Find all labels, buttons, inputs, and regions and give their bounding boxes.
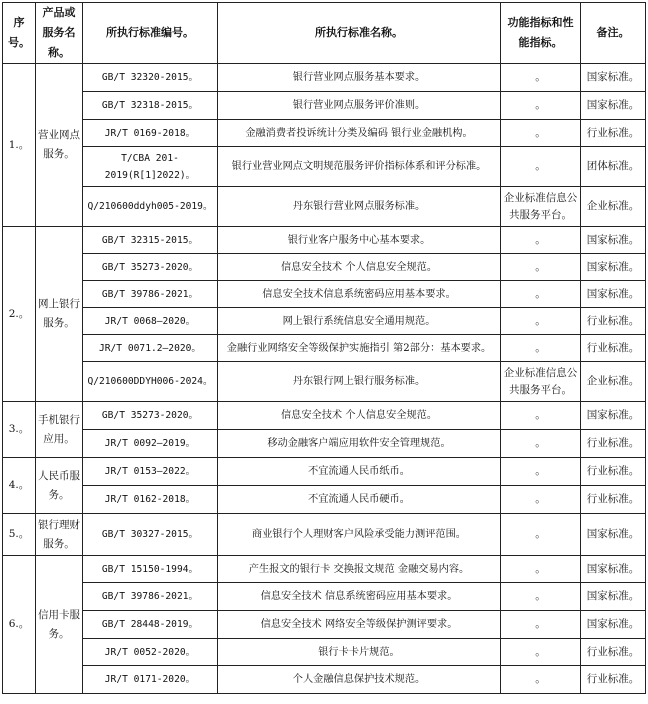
table-row [3, 430, 646, 458]
group-product: 银行理财服务。 [36, 514, 83, 556]
remark: 行业标准。 [581, 486, 646, 514]
remark: 国家标准。 [581, 556, 646, 583]
standard-code: JR/T 0071.2—2020。 [83, 335, 218, 362]
header-note: 备注。 [581, 3, 646, 64]
standard-name: 银行营业网点服务评价准则。 [218, 92, 501, 120]
function-indicator: 企业标准信息公共服务平台。 [501, 362, 581, 402]
table-row [3, 556, 646, 583]
table-row [3, 514, 646, 556]
group-seq: 3.。 [3, 402, 36, 458]
remark: 行业标准。 [581, 458, 646, 486]
standard-name: 信息安全技术信息系统密码应用基本要求。 [218, 281, 501, 308]
remark: 行业标准。 [581, 666, 646, 694]
table-row [3, 281, 646, 308]
table-row [3, 583, 646, 611]
standard-code: GB/T 30327-2015。 [83, 514, 218, 556]
standard-name: 金融行业网络安全等级保护实施指引 第2部分：基本要求。 [218, 335, 501, 362]
standard-code: GB/T 35273-2020。 [83, 402, 218, 430]
table-row [3, 611, 646, 639]
standard-code: JR/T 0052-2020。 [83, 639, 218, 666]
group-product: 信用卡服务。 [36, 556, 83, 694]
function-indicator: 。 [501, 583, 581, 611]
standard-name: 个人金融信息保护技术规范。 [218, 666, 501, 694]
standard-code: GB/T 28448-2019。 [83, 611, 218, 639]
standard-name: 网上银行系统信息安全通用规范。 [218, 308, 501, 335]
header-row [3, 3, 646, 64]
header-func: 功能指标和性能指标。 [501, 3, 581, 64]
table-row [3, 639, 646, 666]
function-indicator: 。 [501, 120, 581, 147]
remark: 行业标准。 [581, 430, 646, 458]
function-indicator: 。 [501, 402, 581, 430]
function-indicator: 。 [501, 556, 581, 583]
standard-name: 丹东银行网上银行服务标准。 [218, 362, 501, 402]
standard-name: 银行卡卡片规范。 [218, 639, 501, 666]
standard-code: GB/T 39786-2021。 [83, 281, 218, 308]
function-indicator: 。 [501, 227, 581, 254]
remark: 团体标准。 [581, 147, 646, 187]
standard-name: 银行营业网点服务基本要求。 [218, 64, 501, 92]
standard-code: JR/T 0162-2018。 [83, 486, 218, 514]
standard-name: 信息安全技术 网络安全等级保护测评要求。 [218, 611, 501, 639]
standard-code: JR/T 0169-2018。 [83, 120, 218, 147]
function-indicator: 企业标准信息公共服务平台。 [501, 187, 581, 227]
standard-code: GB/T 39786-2021。 [83, 583, 218, 611]
function-indicator: 。 [501, 514, 581, 556]
function-indicator: 。 [501, 281, 581, 308]
header-code: 所执行标准编号。 [83, 3, 218, 64]
function-indicator: 。 [501, 147, 581, 187]
standard-code: GB/T 15150-1994。 [83, 556, 218, 583]
standard-code: T/CBA 201-2019(R[1]2022)。 [83, 147, 218, 187]
table-row [3, 120, 646, 147]
group-seq: 2.。 [3, 227, 36, 402]
standard-name: 信息安全技术 信息系统密码应用基本要求。 [218, 583, 501, 611]
function-indicator: 。 [501, 458, 581, 486]
table-row [3, 64, 646, 92]
group-product: 手机银行应用。 [36, 402, 83, 458]
table-row [3, 147, 646, 187]
group-product: 网上银行服务。 [36, 227, 83, 402]
standard-code: GB/T 32320-2015。 [83, 64, 218, 92]
group-product: 人民币服务。 [36, 458, 83, 514]
group-seq: 4.。 [3, 458, 36, 514]
function-indicator: 。 [501, 335, 581, 362]
remark: 企业标准。 [581, 187, 646, 227]
table-row [3, 187, 646, 227]
standard-name: 不宜流通人民币纸币。 [218, 458, 501, 486]
table-row [3, 254, 646, 281]
standard-name: 信息安全技术 个人信息安全规范。 [218, 402, 501, 430]
table-row [3, 486, 646, 514]
remark: 国家标准。 [581, 64, 646, 92]
table-row [3, 458, 646, 486]
remark: 国家标准。 [581, 514, 646, 556]
table-row [3, 92, 646, 120]
standard-name: 商业银行个人理财客户风险承受能力测评范围。 [218, 514, 501, 556]
remark: 企业标准。 [581, 362, 646, 402]
standard-code: GB/T 35273-2020。 [83, 254, 218, 281]
table-row [3, 402, 646, 430]
group-product: 营业网点服务。 [36, 64, 83, 227]
standard-code: JR/T 0092—2019。 [83, 430, 218, 458]
standards-table [2, 2, 646, 694]
group-seq: 1.。 [3, 64, 36, 227]
standard-name: 信息安全技术 个人信息安全规范。 [218, 254, 501, 281]
standard-code: GB/T 32315-2015。 [83, 227, 218, 254]
remark: 国家标准。 [581, 583, 646, 611]
standard-name: 移动金融客户端应用软件安全管理规范。 [218, 430, 501, 458]
table-row [3, 308, 646, 335]
table-row [3, 227, 646, 254]
function-indicator: 。 [501, 92, 581, 120]
standard-code: Q/210600ddyh005-2019。 [83, 187, 218, 227]
header-name: 所执行标准名称。 [218, 3, 501, 64]
function-indicator: 。 [501, 611, 581, 639]
remark: 国家标准。 [581, 402, 646, 430]
header-seq: 序号。 [3, 3, 36, 64]
table-row [3, 666, 646, 694]
standard-name: 银行业营业网点文明规范服务评价指标体系和评分标准。 [218, 147, 501, 187]
standard-name: 银行业客户服务中心基本要求。 [218, 227, 501, 254]
function-indicator: 。 [501, 254, 581, 281]
standard-name: 产生报文的银行卡 交换报文规范 金融交易内容。 [218, 556, 501, 583]
remark: 国家标准。 [581, 227, 646, 254]
remark: 行业标准。 [581, 639, 646, 666]
function-indicator: 。 [501, 430, 581, 458]
remark: 国家标准。 [581, 92, 646, 120]
function-indicator: 。 [501, 308, 581, 335]
table-row [3, 362, 646, 402]
header-product: 产品或服务名称。 [36, 3, 83, 64]
table-row [3, 335, 646, 362]
group-seq: 6.。 [3, 556, 36, 694]
group-seq: 5.。 [3, 514, 36, 556]
function-indicator: 。 [501, 639, 581, 666]
function-indicator: 。 [501, 64, 581, 92]
standard-name: 不宜流通人民币硬币。 [218, 486, 501, 514]
function-indicator: 。 [501, 486, 581, 514]
standard-name: 丹东银行营业网点服务标准。 [218, 187, 501, 227]
standard-code: Q/210600DDYH006-2024。 [83, 362, 218, 402]
function-indicator: 。 [501, 666, 581, 694]
standard-code: JR/T 0153—2022。 [83, 458, 218, 486]
standard-code: JR/T 0171-2020。 [83, 666, 218, 694]
remark: 行业标准。 [581, 308, 646, 335]
remark: 国家标准。 [581, 281, 646, 308]
standard-code: JR/T 0068—2020。 [83, 308, 218, 335]
standard-name: 金融消费者投诉统计分类及编码 银行业金融机构。 [218, 120, 501, 147]
remark: 国家标准。 [581, 611, 646, 639]
remark: 国家标准。 [581, 254, 646, 281]
remark: 行业标准。 [581, 335, 646, 362]
remark: 行业标准。 [581, 120, 646, 147]
standard-code: GB/T 32318-2015。 [83, 92, 218, 120]
